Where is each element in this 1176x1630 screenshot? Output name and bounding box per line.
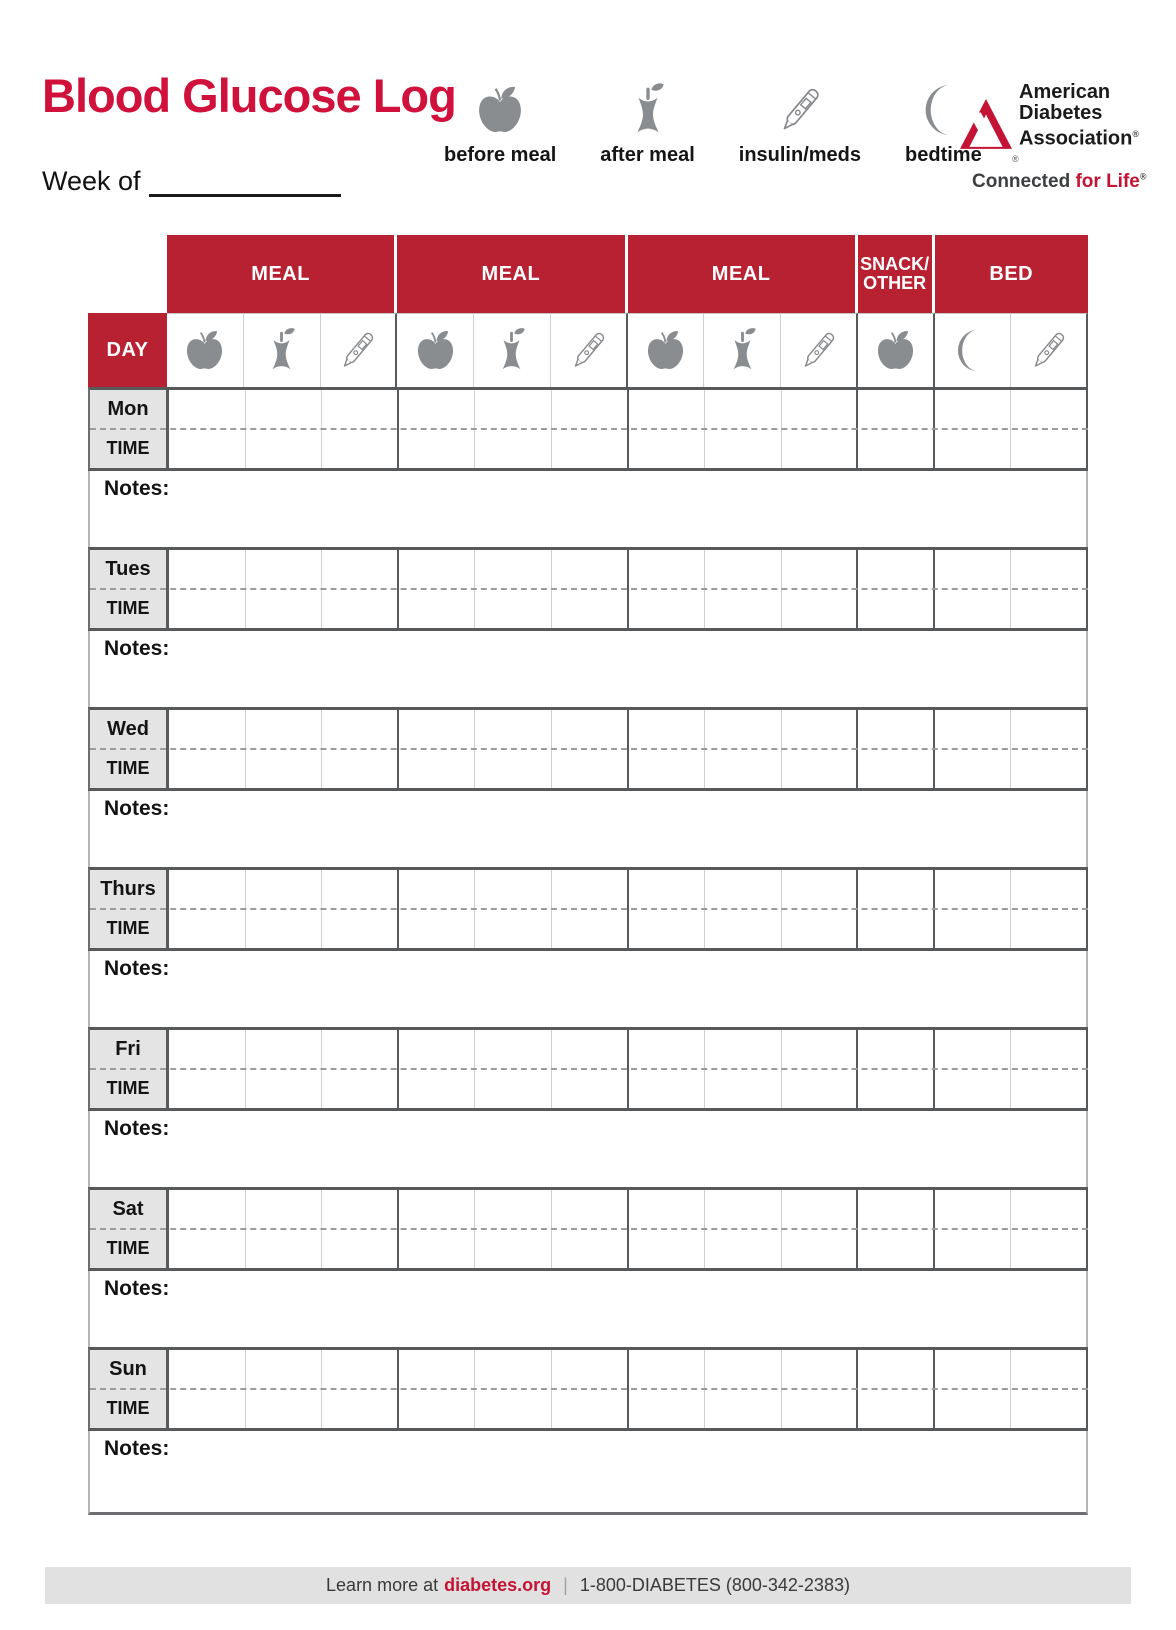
entry-cell-wed-col12[interactable] (1011, 710, 1088, 788)
notes-area-thurs[interactable] (88, 951, 1088, 1027)
day-column-header: DAY (88, 313, 167, 387)
entry-cell-mon-col8[interactable] (705, 390, 782, 468)
legend-label: after meal (600, 144, 695, 166)
entry-cell-sat-col11[interactable] (935, 1190, 1012, 1268)
day-name: Sat (112, 1198, 144, 1220)
core-icon (704, 313, 781, 387)
entry-cell-fri-col4[interactable] (399, 1030, 476, 1108)
notes-label: Notes: (104, 1277, 170, 1300)
pen-icon (321, 313, 398, 387)
apple-icon (472, 82, 528, 138)
day-rows-thurs (88, 867, 1088, 951)
day-rows-mon (88, 387, 1088, 471)
entry-cell-wed-col1[interactable] (169, 710, 246, 788)
logo-line: American (1019, 81, 1111, 103)
entry-cell-sun-col2[interactable] (246, 1350, 323, 1428)
apple-icon (628, 313, 705, 387)
entry-cell-wed-col11[interactable] (935, 710, 1012, 788)
entry-cell-fri-col3[interactable] (322, 1030, 399, 1108)
entry-cell-thurs-col6[interactable] (552, 870, 629, 948)
group-header-bed: BED (935, 235, 1089, 313)
registered-mark: ® (1132, 129, 1139, 139)
apple-icon (397, 313, 474, 387)
column-group-header-row (88, 235, 1088, 313)
entry-cell-mon-col9[interactable] (782, 390, 859, 468)
day-label-cell-mon (90, 390, 169, 468)
legend-item-before-meal (444, 82, 556, 167)
pen-icon (551, 313, 628, 387)
entry-cell-tues-col7[interactable] (629, 550, 706, 628)
entry-cell-sun-col3[interactable] (322, 1350, 399, 1428)
day-block-wed (88, 707, 1088, 867)
entry-cell-wed-col2[interactable] (246, 710, 323, 788)
day-blocks (88, 387, 1088, 1515)
entry-cell-fri-col12[interactable] (1011, 1030, 1088, 1108)
glucose-log-table (88, 235, 1088, 1515)
time-row-label: TIME (106, 758, 150, 778)
notes-label: Notes: (104, 797, 170, 820)
pen-icon (781, 313, 858, 387)
day-name: Wed (107, 718, 149, 740)
header-spacer (88, 235, 167, 313)
entry-cell-sun-col6[interactable] (552, 1350, 629, 1428)
day-name: Tues (105, 558, 151, 580)
ada-logo-text (1019, 82, 1139, 150)
entry-cell-sun-col8[interactable] (705, 1350, 782, 1428)
day-rows-sun (88, 1347, 1088, 1431)
group-header-meal: MEAL (397, 235, 627, 313)
day-label-cell-tues (90, 550, 169, 628)
ada-tagline: Connected for Life® (972, 171, 1147, 192)
entry-cell-wed-col3[interactable] (322, 710, 399, 788)
entry-cell-mon-col1[interactable] (169, 390, 246, 468)
entry-cell-tues-col6[interactable] (552, 550, 629, 628)
ada-logo (960, 82, 1170, 193)
entry-cell-wed-col4[interactable] (399, 710, 476, 788)
time-row-label: TIME (106, 918, 150, 938)
entry-cell-sat-col12[interactable] (1011, 1190, 1088, 1268)
entry-cell-sun-col12[interactable] (1011, 1350, 1088, 1428)
entry-cell-tues-col5[interactable] (475, 550, 552, 628)
page-title: Blood Glucose Log (42, 69, 456, 122)
notes-label: Notes: (104, 1117, 170, 1140)
entry-cell-tues-col3[interactable] (322, 550, 399, 628)
entry-cell-sat-col3[interactable] (322, 1190, 399, 1268)
group-header-meal: MEAL (167, 235, 397, 313)
legend-label: before meal (444, 144, 557, 166)
pen-icon (1011, 313, 1088, 387)
legend-item-after-meal (600, 82, 695, 167)
entry-cell-wed-col7[interactable] (629, 710, 706, 788)
footer-separator: | (563, 1575, 568, 1595)
notes-area-wed[interactable] (88, 791, 1088, 867)
time-row-label: TIME (106, 1238, 150, 1258)
entry-cell-tues-col9[interactable] (782, 550, 859, 628)
entry-cell-sat-col8[interactable] (705, 1190, 782, 1268)
apple-icon (858, 313, 935, 387)
registered-mark: ® (1139, 171, 1147, 182)
day-label-cell-sun (90, 1350, 169, 1428)
ada-triangle-icon (960, 88, 1012, 162)
entry-cell-sat-col1[interactable] (169, 1190, 246, 1268)
entry-cell-thurs-col3[interactable] (322, 870, 399, 948)
time-row-label: TIME (106, 438, 150, 458)
entry-cell-tues-col10[interactable] (858, 550, 935, 628)
day-label-cell-fri (90, 1030, 169, 1108)
notes-label: Notes: (104, 477, 170, 500)
entry-cell-sat-col4[interactable] (399, 1190, 476, 1268)
entry-cell-wed-col6[interactable] (552, 710, 629, 788)
entry-cell-fri-col6[interactable] (552, 1030, 629, 1108)
entry-cell-thurs-col4[interactable] (399, 870, 476, 948)
entry-cell-sat-col9[interactable] (782, 1190, 859, 1268)
day-label-cell-sat (90, 1190, 169, 1268)
day-block-fri (88, 1027, 1088, 1187)
legend-label: insulin/meds (738, 144, 862, 166)
day-rows-fri (88, 1027, 1088, 1111)
entry-cell-sat-col2[interactable] (246, 1190, 323, 1268)
entry-cell-thurs-col5[interactable] (475, 870, 552, 948)
week-of-field (42, 166, 341, 197)
day-block-mon (88, 387, 1088, 547)
entry-cell-thurs-col12[interactable] (1011, 870, 1088, 948)
time-row-label: TIME (106, 1078, 150, 1098)
day-name: Sun (109, 1358, 147, 1380)
entry-cell-thurs-col9[interactable] (782, 870, 859, 948)
notes-area-sun[interactable] (88, 1431, 1088, 1515)
day-rows-tues (88, 547, 1088, 631)
entry-cell-sat-col5[interactable] (475, 1190, 552, 1268)
entry-cell-fri-col9[interactable] (782, 1030, 859, 1108)
entry-cell-thurs-col11[interactable] (935, 870, 1012, 948)
entry-cell-sat-col7[interactable] (629, 1190, 706, 1268)
entry-cell-thurs-col10[interactable] (858, 870, 935, 948)
group-header-snack-other: SNACK/ OTHER (858, 235, 935, 313)
entry-cell-sun-col9[interactable] (782, 1350, 859, 1428)
logo-line: Diabetes (1019, 102, 1103, 124)
core-icon (474, 313, 551, 387)
entry-cell-tues-col12[interactable] (1011, 550, 1088, 628)
week-of-label: Week of (42, 166, 141, 196)
column-icon-header-row (88, 313, 1088, 387)
day-block-thurs (88, 867, 1088, 1027)
notes-area-tues[interactable] (88, 631, 1088, 707)
legend-label: bedtime (905, 144, 982, 166)
day-rows-sat (88, 1187, 1088, 1271)
entry-cell-sat-col10[interactable] (858, 1190, 935, 1268)
entry-cell-tues-col8[interactable] (705, 550, 782, 628)
entry-cell-wed-col9[interactable] (782, 710, 859, 788)
entry-cell-fri-col8[interactable] (705, 1030, 782, 1108)
notes-label: Notes: (104, 637, 170, 660)
entry-cell-mon-col12[interactable] (1011, 390, 1088, 468)
entry-cell-fri-col11[interactable] (935, 1030, 1012, 1108)
apple-icon (167, 313, 244, 387)
entry-cell-tues-col1[interactable] (169, 550, 246, 628)
apple-core-icon (620, 82, 676, 138)
entry-cell-mon-col11[interactable] (935, 390, 1012, 468)
entry-cell-mon-col6[interactable] (552, 390, 629, 468)
entry-cell-thurs-col8[interactable] (705, 870, 782, 948)
core-icon (244, 313, 321, 387)
day-name: Fri (115, 1038, 141, 1060)
moon-icon (935, 313, 1012, 387)
entry-cell-sun-col7[interactable] (629, 1350, 706, 1428)
footer-phone: 1-800-DIABETES (800-342-2383) (579, 1575, 850, 1595)
entry-cell-sun-col1[interactable] (169, 1350, 246, 1428)
day-block-sat (88, 1187, 1088, 1347)
entry-cell-fri-col7[interactable] (629, 1030, 706, 1108)
entry-cell-fri-col1[interactable] (169, 1030, 246, 1108)
entry-cell-thurs-col1[interactable] (169, 870, 246, 948)
entry-cell-fri-col2[interactable] (246, 1030, 323, 1108)
entry-cell-mon-col4[interactable] (399, 390, 476, 468)
entry-cell-fri-col10[interactable] (858, 1030, 935, 1108)
entry-cell-sun-col11[interactable] (935, 1350, 1012, 1428)
time-row-label: TIME (106, 1398, 150, 1418)
logo-line: Association® (1019, 127, 1139, 150)
footer (45, 1567, 1131, 1604)
entry-cell-tues-col11[interactable] (935, 550, 1012, 628)
day-name: Thurs (100, 878, 156, 900)
footer-prefix: Learn more at (326, 1575, 439, 1595)
entry-cell-fri-col5[interactable] (475, 1030, 552, 1108)
entry-cell-mon-col2[interactable] (246, 390, 323, 468)
notes-label: Notes: (104, 957, 170, 980)
entry-cell-sun-col4[interactable] (399, 1350, 476, 1428)
entry-cell-mon-col5[interactable] (475, 390, 552, 468)
legend-item-insulin-meds (739, 82, 861, 167)
entry-cell-mon-col10[interactable] (858, 390, 935, 468)
entry-cell-wed-col5[interactable] (475, 710, 552, 788)
entry-cell-sat-col6[interactable] (552, 1190, 629, 1268)
group-header-meal: MEAL (628, 235, 858, 313)
notes-area-fri[interactable] (88, 1111, 1088, 1187)
day-block-sun (88, 1347, 1088, 1515)
diabetes-org-link[interactable]: diabetes.org (444, 1575, 552, 1595)
entry-cell-tues-col2[interactable] (246, 550, 323, 628)
entry-cell-mon-col7[interactable] (629, 390, 706, 468)
entry-cell-tues-col4[interactable] (399, 550, 476, 628)
day-label-cell-thurs (90, 870, 169, 948)
notes-area-mon[interactable] (88, 471, 1088, 547)
entry-cell-wed-col8[interactable] (705, 710, 782, 788)
entry-cell-mon-col3[interactable] (322, 390, 399, 468)
entry-cell-sun-col10[interactable] (858, 1350, 935, 1428)
registered-mark: ® (1012, 154, 1019, 164)
week-of-blank-line[interactable] (149, 167, 341, 197)
day-block-tues (88, 547, 1088, 707)
entry-cell-thurs-col2[interactable] (246, 870, 323, 948)
entry-cell-wed-col10[interactable] (858, 710, 935, 788)
icon-legend (444, 82, 982, 167)
notes-area-sat[interactable] (88, 1271, 1088, 1347)
notes-label: Notes: (104, 1437, 170, 1460)
insulin-pen-icon (772, 82, 828, 138)
time-row-label: TIME (106, 598, 150, 618)
entry-cell-thurs-col7[interactable] (629, 870, 706, 948)
entry-cell-sun-col5[interactable] (475, 1350, 552, 1428)
day-name: Mon (107, 398, 149, 420)
day-label-cell-wed (90, 710, 169, 788)
day-rows-wed (88, 707, 1088, 791)
